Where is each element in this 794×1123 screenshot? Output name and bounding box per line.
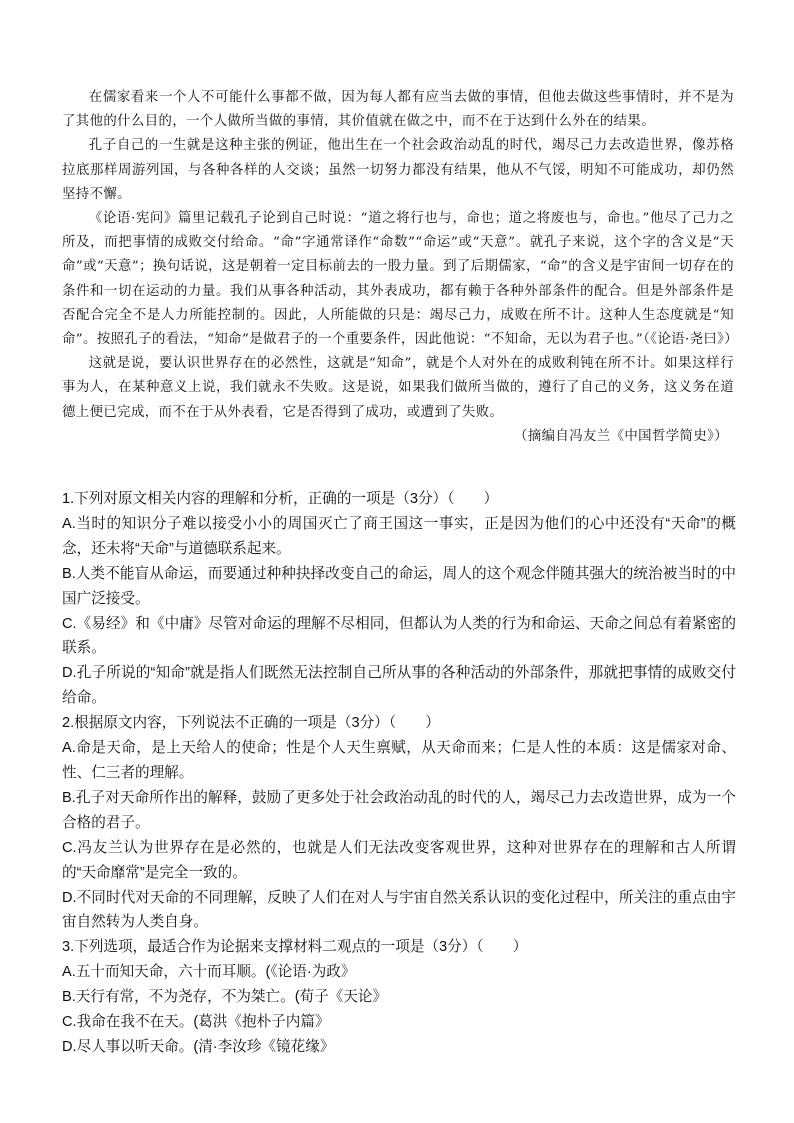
option-b: B.天行有常，不为尧存，不为桀亡。(荀子《天论》 <box>62 989 388 1006</box>
passage-paragraph-2: 孔子自己的一生就是这种主张的例证，他出生在一个社会政治动乱的时代，竭尽己力去改造世界，像苏格拉底那样周游列国，与各种各样的人交谈；虽然一切努力都没有结果，他从不气馁，明知不可能成功，却仍然坚持不懈。 <box>62 138 734 202</box>
question-stem: 2.根据原文内容，下列说法不正确的一项是（3分）（ ） <box>62 715 440 732</box>
option-c: C.《易经》和《中庸》尽管对命运的理解不尽相同，但都认为人类的行为和命运、天命之间总有着紧密的联系。 <box>62 615 736 657</box>
question-1 <box>62 487 736 711</box>
passage-paragraph-3: 《论语·宪问》篇里记载孔子论到自己时说：“道之将行也与，命也；道之将废也与，命也。”他尽了己力之所及，而把事情的成败交付给命。“命”字通常译作“命数”“命运”或“天意”。就孔子来说，这个字的含义是“天命”或“天意”；换句话说，这是朝着一定目标前去的一股力量。到了后期儒家，“命”的含义是宇宙间一切存在的条件和一切在运动的力量。我们从事各种活动，其外表成功，都有赖于各种外部条件的配合。但是外部条件是否配合完全不是人力所能控制的。因此，人所能做的只是：竭尽己力，成败在所不计。这种人生态度就是“知命”。按照孔子的看法，“知命”是做君子的一个重要条件，因此他说：“不知命，无以为君子也。”（《论语·尧曰》） <box>62 211 739 348</box>
passage-paragraph-1: 在儒家看来一个人不可能什么事都不做，因为每人都有应当去做的事情，但他去做这些事情时，并不是为了其他的什么目的，一个人做所当做的事情，其价值就在做之中，而不在于达到什么外在的结果。 <box>62 90 734 130</box>
option-a: A.当时的知识分子难以接受小小的周国灭亡了商王国这一事实，正是因为他们的心中还没有“天命”的概念，还未将“天命”与道德联系起来。 <box>62 515 736 557</box>
question-stem: 3.下列选项，最适合作为论据来支撑材料二观点的一项是（3分）（ ） <box>62 939 528 956</box>
reading-passage <box>62 86 739 449</box>
passage-source: （摘编自冯友兰《中国哲学简史》） <box>514 428 728 444</box>
option-d: D.孔子所说的“知命”就是指人们既然无法控制自己所从事的各种活动的外部条件，那就把事情的成败交付给命。 <box>62 665 736 707</box>
question-3 <box>62 935 736 1060</box>
option-a: A.五十而知天命，六十而耳顺。(《论语·为政》 <box>62 964 356 981</box>
option-d: D.不同时代对天命的不同理解，反映了人们在对人与宇宙自然关系认识的变化过程中，所关注的重点由宇宙自然转为人类自身。 <box>62 889 736 931</box>
question-2 <box>62 711 736 935</box>
option-c: C.我命在我不在天。(葛洪《抱朴子内篇》 <box>62 1014 330 1031</box>
passage-paragraph-4: 这就是说，要认识世界存在的必然性，这就是“知命”，就是个人对外在的成败利钝在所不计。如果这样行事为人，在某种意义上说，我们就永不失败。这是说，如果我们做所当做的，遵行了自己的义务，这义务在道德上便已完成，而不在于从外表看，它是否得到了成功，或遭到了失败。 <box>62 356 734 420</box>
option-b: B.人类不能盲从命运，而要通过种种抉择改变自己的命运，周人的这个观念伴随其强大的统治被当时的中国广泛接受。 <box>62 565 736 607</box>
question-stem: 1.下列对原文相关内容的理解和分析，正确的一项是（3分）（ ） <box>62 491 499 507</box>
option-c: C.冯友兰认为世界存在是必然的，也就是人们无法改变客观世界，这种对世界存在的理解和古人所谓的“天命靡常”是完全一致的。 <box>62 839 736 881</box>
option-a: A.命是天命，是上天给人的使命；性是个人天生禀赋，从天命而来；仁是人性的本质：这是儒家对命、性、仁三者的理解。 <box>62 740 736 781</box>
option-d: D.尽人事以听天命。(清·李汝珍《镜花缘》 <box>62 1038 335 1055</box>
question-list <box>62 487 736 1060</box>
option-b: B.孔子对天命所作出的解释，鼓励了更多处于社会政治动乱的时代的人，竭尽己力去改造世界，成为一个合格的君子。 <box>62 789 736 831</box>
